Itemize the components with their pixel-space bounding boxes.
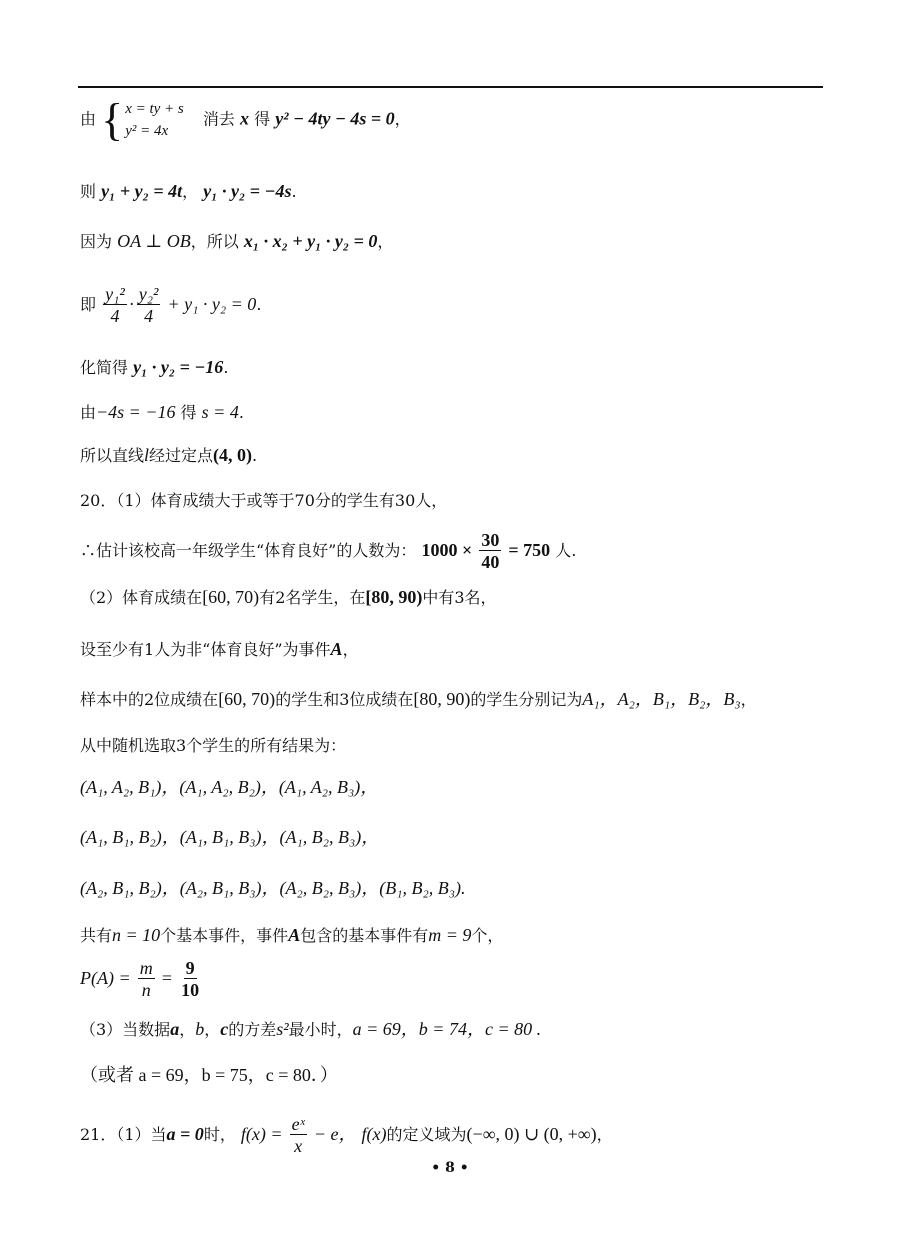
- math: A: [288, 925, 301, 945]
- math: s²: [276, 1019, 289, 1039]
- math: f(x): [361, 1124, 387, 1144]
- math: A₁，A₂，B₁，B₂，B₃: [582, 689, 741, 709]
- line-19: [80, 1018, 840, 1041]
- math: a = 69，b = 74，c = 80 .: [352, 1019, 542, 1039]
- math: (A₂, B₁, B₂)，(A₂, B₁, B₃)，(A₂, B₂, B₃)，(B₁, B₂, B₃).: [80, 878, 466, 898]
- line-5: [80, 356, 840, 379]
- line-12: [80, 688, 840, 711]
- numerator: y₂²: [138, 284, 159, 304]
- line-15: [80, 826, 840, 848]
- denominator: 4: [144, 306, 154, 326]
- text: 20．（1）体育成绩大于或等于70分的学生有30人，: [80, 491, 448, 510]
- numerator: 30: [481, 530, 500, 550]
- line-2: [80, 180, 840, 203]
- text: 消去: [202, 109, 235, 129]
- line-1: [80, 94, 840, 145]
- text: ，所以: [190, 232, 239, 251]
- math: f(x) =: [240, 1124, 283, 1144]
- math: = 750: [508, 540, 551, 560]
- equation-system: [101, 94, 198, 145]
- math: l: [144, 445, 150, 465]
- math: ·: [128, 294, 135, 314]
- text: ，: [394, 109, 411, 129]
- text: ，: [342, 640, 359, 659]
- text: 中有3名，: [422, 588, 497, 607]
- top-rule: [78, 86, 823, 88]
- math: m = 9: [428, 925, 472, 945]
- text: 即: [80, 295, 97, 314]
- text: 时，: [203, 1125, 236, 1144]
- line-3: [80, 230, 840, 253]
- fraction: [479, 530, 501, 573]
- text: 包含的基本事件有: [300, 926, 429, 945]
- math: a = 0: [166, 1124, 204, 1144]
- math: (A₁, B₁, B₂)，(A₁, B₁, B₃)，(A₁, B₂, B₃)，: [80, 827, 380, 847]
- line-16: [80, 877, 840, 899]
- math: y₁ + y₂ = 4t: [101, 181, 183, 201]
- math: a: [170, 1019, 180, 1039]
- equation-row: y² = 4x: [125, 123, 169, 139]
- math: P(A) =: [80, 968, 131, 988]
- text: 最小时，: [288, 1020, 353, 1039]
- math: y² − 4ty − 4s = 0: [275, 108, 395, 129]
- text: （3）当数据: [80, 1020, 171, 1039]
- line-13: [80, 735, 840, 757]
- text: 样本中的2位成绩在: [80, 690, 219, 709]
- math: b: [195, 1019, 205, 1039]
- fraction: [179, 958, 201, 1001]
- text: 的学生分别记为: [470, 690, 583, 709]
- text: .: [238, 403, 244, 422]
- text: 个，: [471, 926, 504, 945]
- math: [80, 90): [413, 689, 471, 709]
- text: 所以直线: [80, 446, 145, 465]
- fraction: [138, 958, 155, 1001]
- line-14: [80, 776, 840, 798]
- text: ，: [179, 1020, 196, 1039]
- line-17: [80, 924, 840, 947]
- text: 由: [80, 403, 97, 422]
- text: ，: [377, 232, 394, 251]
- text: .: [223, 358, 229, 377]
- math: n = 10: [112, 925, 161, 945]
- math: [60, 70): [202, 587, 260, 607]
- text: 有2名学生，在: [259, 588, 366, 607]
- line-7: [80, 444, 840, 467]
- math: [60, 70): [218, 689, 276, 709]
- text: .: [291, 182, 297, 201]
- text: ，: [204, 1020, 221, 1039]
- math: (4, 0): [213, 445, 253, 465]
- math: OA ⊥ OB: [117, 231, 191, 251]
- text: 因为: [80, 232, 113, 251]
- page-number: • 8 •: [431, 1160, 469, 1176]
- line-10: [80, 586, 840, 609]
- denominator: n: [141, 980, 151, 1000]
- numerator: 9: [185, 958, 195, 978]
- line-8: [80, 490, 840, 512]
- math: − e，: [313, 1124, 357, 1144]
- text: （2）体育成绩在: [80, 588, 203, 607]
- text: 经过定点: [149, 446, 214, 465]
- math: x: [239, 108, 249, 129]
- text: ，: [182, 182, 199, 201]
- denominator: x: [294, 1136, 303, 1156]
- math: x₁ · x₂ + y₁ · y₂ = 0: [243, 231, 378, 251]
- line-9: [80, 530, 840, 573]
- line-20: [80, 1064, 840, 1087]
- denominator: 40: [481, 552, 500, 572]
- numerator: m: [139, 958, 153, 978]
- equation-row: x = ty + s: [125, 101, 184, 117]
- text: 得: [180, 403, 197, 422]
- text: 的方差: [228, 1020, 277, 1039]
- line-21: [80, 1114, 840, 1157]
- fraction: [290, 1114, 307, 1157]
- numerator: eˣ: [291, 1114, 305, 1134]
- text: ，: [740, 690, 757, 709]
- text: ，: [596, 1125, 613, 1144]
- denominator: 10: [181, 980, 200, 1000]
- text: 共有: [80, 926, 113, 945]
- math: （或者 a = 69，b = 75，c = 80．）: [80, 1065, 338, 1085]
- math: c: [220, 1019, 229, 1039]
- text: 则: [80, 182, 97, 201]
- fraction: [103, 284, 127, 327]
- fraction: [137, 284, 161, 327]
- math: =: [161, 968, 172, 988]
- math: + y₁ · y₂ = 0: [167, 294, 257, 314]
- text: 的学生和3位成绩在: [275, 690, 414, 709]
- line-6: [80, 401, 840, 424]
- math: y₁ · y₂ = −16: [133, 357, 224, 377]
- text: .: [256, 295, 262, 314]
- text: 由: [80, 109, 97, 129]
- text: 人.: [555, 541, 577, 560]
- math: s = 4: [201, 402, 239, 422]
- text: ∴估计该校高一年级学生“体育良好”的人数为：: [80, 541, 417, 560]
- math: y₁ · y₂ = −4s: [203, 181, 292, 201]
- text: 的定义域为: [386, 1125, 467, 1144]
- line-18: [80, 958, 840, 1001]
- math: (A₁, A₂, B₁)，(A₁, A₂, B₂)，(A₁, A₂, B₃)，: [80, 777, 379, 797]
- text: .: [252, 446, 258, 465]
- math: [80, 90): [365, 587, 423, 607]
- math: A: [330, 639, 343, 659]
- text: 设至少有1人为非“体育良好”为事件: [80, 640, 331, 659]
- text: 个基本事件，事件: [160, 926, 289, 945]
- denominator: 4: [110, 306, 120, 326]
- math: (−∞, 0) ∪ (0, +∞): [466, 1124, 597, 1144]
- numerator: y₁²: [105, 284, 125, 304]
- math: −4s = −16: [96, 402, 176, 422]
- text: 从中随机选取3个学生的所有结果为：: [80, 736, 347, 755]
- text: 化简得: [80, 358, 129, 377]
- text: 21．（1）当: [80, 1125, 167, 1144]
- text: 得: [254, 109, 271, 129]
- line-4: [80, 284, 840, 327]
- line-11: [80, 638, 840, 661]
- brace: {: [101, 94, 124, 145]
- math: 1000 ×: [421, 540, 473, 560]
